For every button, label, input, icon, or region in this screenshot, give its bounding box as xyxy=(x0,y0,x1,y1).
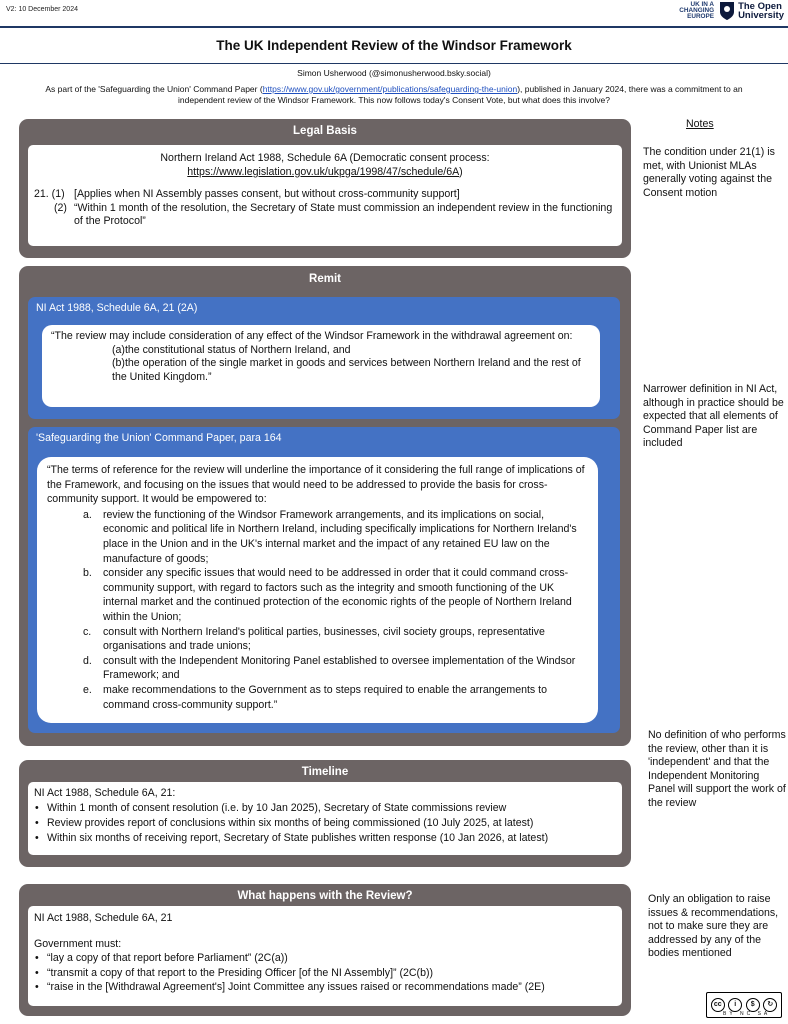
note-obligation: Only an obligation to raise issues & recommendations, not to make sure they are addressed by any of the bodies mentioned xyxy=(648,893,779,959)
note-consent-condition: The condition under 21(1) is met, with Unionist MLAs generally voting against the Consent motion xyxy=(643,146,775,199)
what-happens-content xyxy=(28,906,622,1006)
legal-basis-content xyxy=(28,145,622,246)
government-must-label: Government must: xyxy=(34,937,122,950)
list-item-text: consult with the Independent Monitoring Panel established to oversee implementation of the Windsor Framework; and xyxy=(103,654,576,682)
list-item-marker: d. xyxy=(83,654,92,667)
list-item-marker: b. xyxy=(83,567,92,580)
logo-group xyxy=(679,1,784,21)
note-narrower-definition: Narrower definition in NI Act, although in practice should be expected that all elements of Command Paper list are included xyxy=(643,383,784,449)
quote-text: “The review may include consideration of any effect of the Windsor Framework in the withdrawal agreement on: xyxy=(51,330,573,342)
what-happens-panel xyxy=(19,884,631,1016)
list-item xyxy=(47,625,588,654)
notes-heading: Notes xyxy=(686,118,714,130)
act-reference xyxy=(34,152,616,179)
command-paper-quote-intro: “The terms of reference for the review will underline the importance of it considering the full range of implications of the Framework, and focusing on the issues that would need to be addressed to provide the basis for cross-community support. It would be empowered to: xyxy=(47,464,585,506)
legal-item-2-number: (2) xyxy=(54,201,67,214)
remit-heading: Remit xyxy=(309,273,341,285)
timeline-list xyxy=(34,801,616,846)
command-paper-quote xyxy=(37,457,598,723)
list-item: • Within six months of receiving report, Secretary of State publishes written response (10 Jan 2026, at latest) xyxy=(34,831,616,846)
what-happens-heading: What happens with the Review? xyxy=(237,890,413,902)
remit-panel xyxy=(19,266,631,746)
legal-item-1-text: [Applies when NI Assembly passes consent, but without cross-community support] xyxy=(74,188,460,200)
list-item-text: consider any specific issues that would need to be addressed in order that it could command cross-community support, with regard to factors such as the integrity and smooth functioning of the UK internal market and the continued protection of the economic rights of the people of Northern Ireland within the Union; xyxy=(103,567,572,623)
list-item-text: review the functioning of the Windsor Framework arrangements, and its implications on social, economic and political life in Northern Ireland, including specifically implications for Northern Ireland's place in the Union and in the UK's internal market and the impact of any retained EU law on the manufacture of goods; xyxy=(103,508,577,565)
act-line: Northern Ireland Act 1988, Schedule 6A (Democratic consent process: xyxy=(160,152,490,164)
ni-act-2a-title: NI Act 1988, Schedule 6A, 21 (2A) xyxy=(36,302,198,314)
intro-paragraph xyxy=(40,84,748,106)
page-title: The UK Independent Review of the Windsor Framework xyxy=(216,38,572,53)
timeline-panel xyxy=(19,760,631,867)
ni-act-2a-quote xyxy=(42,325,600,407)
ou-logo-line: The Open xyxy=(738,0,782,12)
author-line: Simon Usherwood (@simonusherwood.bsky.social) xyxy=(297,68,491,78)
legal-basis-heading: Legal Basis xyxy=(293,125,357,137)
cc-license-badge xyxy=(706,992,782,1018)
header-divider xyxy=(0,26,788,28)
open-university-logo xyxy=(719,1,784,21)
quote-item-a: (a)the constitutional status of Northern Ireland, and xyxy=(112,343,351,356)
timeline-intro: NI Act 1988, Schedule 6A, 21: xyxy=(34,787,176,799)
list-item xyxy=(47,654,588,683)
legal-item-2 xyxy=(34,202,616,229)
legal-item-1-number: 21. (1) xyxy=(34,188,65,200)
list-item-text: consult with Northern Ireland's political parties, businesses, civil society groups, representative organisations and trade unions; xyxy=(103,625,545,653)
obligations-list xyxy=(34,951,616,995)
by-icon: i xyxy=(728,998,742,1012)
ou-logo-line: University xyxy=(738,10,784,21)
quote-item-b: (b)the operation of the single market in goods and services between Northern Ireland and the rest of the United Kingdom.” xyxy=(112,357,581,383)
list-item: • Within 1 month of consent resolution (i.e. by 10 Jan 2025), Secretary of State commissions review xyxy=(34,801,616,816)
timeline-heading: Timeline xyxy=(301,766,349,778)
timeline-content xyxy=(28,782,622,855)
cc-badge-label: BY NC SA xyxy=(723,1011,771,1017)
list-item: • Review provides report of conclusions within six months of being commissioned (10 July 2025, at latest) xyxy=(34,816,616,831)
list-item: • “lay a copy of that report before Parliament” (2C(a)) xyxy=(34,951,616,966)
nc-icon: $ xyxy=(746,998,760,1012)
version-label: V2: 10 December 2024 xyxy=(6,6,78,13)
ni-act-2a-box xyxy=(28,297,620,419)
list-item xyxy=(47,683,588,712)
list-item-marker: e. xyxy=(83,683,92,696)
list-item-marker: a. xyxy=(83,508,92,521)
cc-icon: cc xyxy=(711,998,725,1012)
what-happens-intro: NI Act 1988, Schedule 6A, 21 xyxy=(34,912,173,924)
list-item xyxy=(47,508,588,566)
ukice-logo-line: CHANGING xyxy=(679,6,715,14)
act-link-line xyxy=(34,166,616,180)
intro-text-end: ), published in January 2024, there was a commitment to an independent review of the Windsor Framework. This now follows today's Consent Vote, but what does this involve? xyxy=(178,84,743,105)
list-item xyxy=(47,566,588,624)
note-review-performer: No definition of who performs the review, other than it is 'independent' and that the Independent Monitoring Panel will support the work of the review xyxy=(648,729,786,809)
list-item: • “raise in the [Withdrawal Agreement's] Joint Committee any issues raised or recommendations made” (2E) xyxy=(34,980,616,995)
ou-shield-icon xyxy=(719,1,735,21)
command-paper-link[interactable]: https://www.gov.uk/government/publications/safeguarding-the-union xyxy=(262,84,518,94)
legal-item-1 xyxy=(34,188,616,202)
list-item-text: make recommendations to the Government as to steps required to enable the arrangements to command cross-community support.” xyxy=(103,683,548,711)
ukice-logo-line: EUROPE xyxy=(687,13,715,21)
sa-icon: ↻ xyxy=(763,998,777,1012)
ukice-logo xyxy=(679,2,714,21)
legislation-link[interactable]: https://www.legislation.gov.uk/ukpga/1998/47/schedule/6A xyxy=(187,165,460,178)
legal-basis-panel xyxy=(19,119,631,258)
command-paper-box xyxy=(28,427,620,733)
ukice-logo-line: UK IN A xyxy=(690,0,715,8)
title-divider xyxy=(0,63,788,64)
legal-item-2-text: “Within 1 month of the resolution, the Secretary of State must commission an independent review in the functioning of the Protocol” xyxy=(74,201,613,227)
list-item-marker: c. xyxy=(83,625,92,638)
act-close: ) xyxy=(459,165,463,178)
command-paper-title: 'Safeguarding the Union' Command Paper, para 164 xyxy=(36,432,282,444)
list-item: • “transmit a copy of that report to the Presiding Officer [of the NI Assembly]” (2C(b)) xyxy=(34,966,616,981)
intro-text-start: As part of the 'Safeguarding the Union' Command Paper ( xyxy=(45,84,263,94)
